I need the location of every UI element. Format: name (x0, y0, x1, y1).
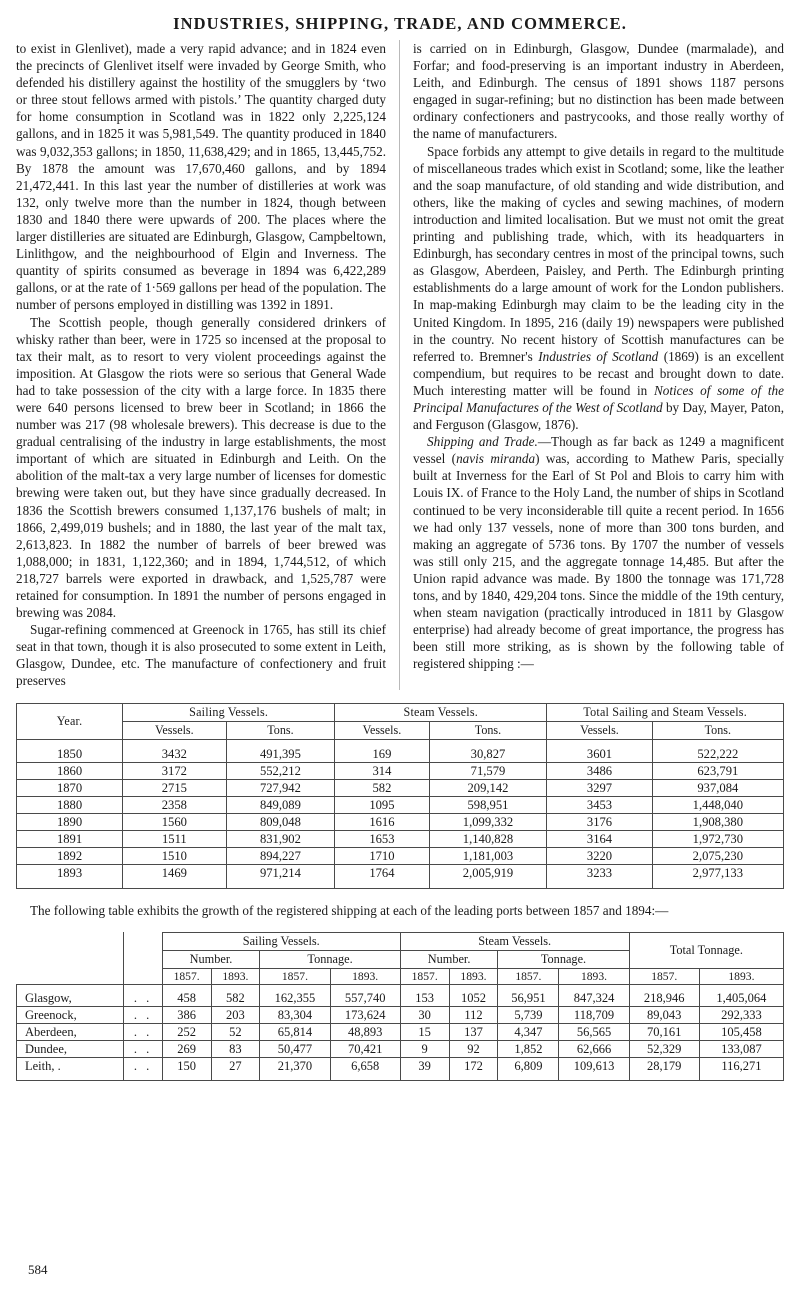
col-header-total-sailing-steam: Total Sailing and Steam Vessels. (547, 703, 784, 721)
cell-steam-vessels: 169 (335, 739, 429, 763)
cell-sailing-vessels: 2715 (123, 780, 227, 797)
table-row (17, 1024, 784, 1041)
col-header-steam-vessels-count: Vessels. (335, 721, 429, 739)
cell-sailing-vessels: 1560 (123, 814, 227, 831)
cell-sailing-tons: 894,227 (226, 848, 335, 865)
cell-steam-tons: 71,579 (429, 763, 547, 780)
cell-steam-tons: 30,827 (429, 739, 547, 763)
registered-shipping-table (16, 703, 784, 889)
latin-phrase: navis miranda (456, 451, 536, 467)
cell-steam-tonnage-1893: 118,709 (559, 1007, 629, 1024)
paragraph: is carried on in Edinburgh, Glasgow, Dundee (marmalade), and Forfar; and food-preserving is an important industry in Aberdeen, Leith, and Edinburgh. The census of 1891 shows 1187 persons engaged in sugar-refining; but no distinction has been made between ordinary confectioners and pastrycooks, and those really worthy of the name of manufacturers. (413, 41, 784, 142)
cell-port-name: Leith, . (17, 1058, 124, 1081)
col-header-total-vessels-count: Vessels. (547, 721, 652, 739)
cell-total-tons: 937,084 (652, 780, 783, 797)
cell-steam-number-1893: 1052 (449, 984, 498, 1007)
cell-steam-tonnage-1893: 56,565 (559, 1024, 629, 1041)
cell-year: 1891 (17, 831, 123, 848)
cell-total-tons: 1,972,730 (652, 831, 783, 848)
cell-sailing-number-1857: 458 (162, 984, 211, 1007)
ports-table-wrap (0, 932, 800, 1081)
cell-total-vessels: 3601 (547, 739, 652, 763)
table-row (17, 831, 784, 848)
cell-total-tonnage-1857: 218,946 (629, 984, 699, 1007)
col-header-dots-blank (124, 932, 162, 984)
page-title: INDUSTRIES, SHIPPING, TRADE, AND COMMERCE. (173, 14, 627, 33)
cell-sailing-vessels: 1511 (123, 831, 227, 848)
cell-sailing-tonnage-1893: 173,624 (330, 1007, 400, 1024)
paragraph: to exist in Glenlivet), made a very rapid advance; and in 1824 even the precincts of Glenlivet itself were invaded by George Smith, who defended his distillery against the hostility of the smugglers by ‘two or three stout fellows armed with pistols.’ The quantity charged duty for home consumption in Scotland was in 1822 only 2,225,124 gallons, and in 1825 it was 5,981,549. The quantity produced in 1840 was 9,032,353 gallons; in 1850, 11,638,429; and in 1865, 13,445,752. By 1878 the amount was 17,670,460 gallons, and by 1894 21,472,441. In this last year the number of distilleries at work was 132, only twelve more than the number in 1824, though between 1830 and 1840 there were upwards of 200. The places where the larger distilleries are situated are Edinburgh, Glasgow, Campbeltown, Linlithgow, and the neighbourhood of Elgin and Inverness. The quantity of spirits consumed as beverage in 1894 was 6,422,289 gallons, or at the rate of 1·569 gallons per head of the population. The number of persons employed in distilling was 1392 in 1891. (16, 41, 386, 313)
cell-leader-dots: . . (124, 1007, 162, 1024)
cell-steam-vessels: 314 (335, 763, 429, 780)
cell-steam-tonnage-1857: 56,951 (498, 984, 559, 1007)
cell-total-tonnage-1857: 89,043 (629, 1007, 699, 1024)
col-header-steam-number-1857: 1857. (400, 968, 449, 984)
table-row (17, 984, 784, 1007)
section-run-in-heading: Shipping and Trade. (427, 434, 538, 450)
paragraph: Sugar-refining commenced at Greenock in 1765, has still its chief seat in that town, though it is also prosecuted to some extent in Leith, Glasgow, Dundee, etc. The manufacture of confectionery and fruit preserves (16, 622, 386, 689)
cell-steam-tons: 598,951 (429, 797, 547, 814)
table-row (17, 763, 784, 780)
cell-port-name: Greenock, (17, 1007, 124, 1024)
table-row (17, 780, 784, 797)
citation-title-2: Notices of some of the Principal Manufactures of the West of Scotland (413, 382, 784, 415)
col-header-sailing-number: Number. (162, 950, 260, 968)
text-columns (0, 40, 800, 690)
cell-steam-number-1857: 9 (400, 1041, 449, 1058)
cell-leader-dots: . . (124, 1024, 162, 1041)
cell-year: 1880 (17, 797, 123, 814)
cell-sailing-tons: 727,942 (226, 780, 335, 797)
cell-steam-vessels: 1095 (335, 797, 429, 814)
col-header-sailing-tonnage-1857: 1857. (260, 968, 330, 984)
table-body (17, 984, 784, 1080)
paragraph-text: Space forbids any attempt to give details in regard to the multitude of miscellaneous trades which exist in Scotland; some, like the leather and the soap manufacture, of old standing and wide distribution, and others, like the making of cycles and sewing machines, of modern introduction and limited localisation. But we must not omit the great printing and publishing trade, which, with its headquarters in Edinburgh, has secondary centres in most of the principal towns, such as Glasgow, Aberdeen, Paisley, and Perth. The Edinburgh printing establishments do a large amount of work for the London publishers. In map-making Edinburgh may claim to be the leading city in the United Kingdom. In 1895, 216 (daily 19) newspapers were published in the country. No recent history of Scottish manufactures can be referred to. Bremner's (413, 143, 784, 364)
page-number: 584 (28, 1262, 48, 1277)
cell-total-vessels: 3486 (547, 763, 652, 780)
cell-sailing-number-1893: 52 (211, 1024, 260, 1041)
cell-sailing-vessels: 2358 (123, 797, 227, 814)
col-header-steam-number-1893: 1893. (449, 968, 498, 984)
cell-steam-vessels: 1764 (335, 865, 429, 889)
cell-steam-number-1857: 39 (400, 1058, 449, 1081)
col-header-steam-vessels: Steam Vessels. (400, 932, 629, 950)
col-header-total-tonnage-1857: 1857. (629, 968, 699, 984)
paragraph-text-cont-1: (1869) is an excellent compendium, but requires to be recast and brought down to date. Much interesting matter will be found in (413, 348, 784, 398)
table-header-row-groups (17, 932, 784, 950)
cell-steam-number-1893: 92 (449, 1041, 498, 1058)
cell-steam-number-1893: 112 (449, 1007, 498, 1024)
cell-total-tonnage-1857: 70,161 (629, 1024, 699, 1041)
cell-sailing-tons: 491,395 (226, 739, 335, 763)
cell-sailing-tons: 849,089 (226, 797, 335, 814)
cell-steam-tonnage-1857: 6,809 (498, 1058, 559, 1081)
cell-sailing-tonnage-1857: 65,814 (260, 1024, 330, 1041)
table-header-row-sub (17, 721, 784, 739)
cell-total-tonnage-1893: 1,405,064 (699, 984, 783, 1007)
col-header-sailing-vessels-count: Vessels. (123, 721, 227, 739)
cell-steam-vessels: 1616 (335, 814, 429, 831)
col-header-steam-vessels: Steam Vessels. (335, 703, 547, 721)
mid-note (0, 902, 800, 919)
cell-year: 1893 (17, 865, 123, 889)
cell-total-tons: 1,448,040 (652, 797, 783, 814)
col-header-steam-tonnage-1857: 1857. (498, 968, 559, 984)
cell-total-vessels: 3453 (547, 797, 652, 814)
cell-leader-dots: . . (124, 1041, 162, 1058)
col-header-steam-tonnage-1893: 1893. (559, 968, 629, 984)
col-header-sailing-tons: Tons. (226, 721, 335, 739)
table-row (17, 1007, 784, 1024)
cell-sailing-vessels: 1469 (123, 865, 227, 889)
cell-sailing-number-1857: 269 (162, 1041, 211, 1058)
cell-steam-vessels: 1710 (335, 848, 429, 865)
citation-title-1: Industries of Scotland (538, 348, 659, 364)
table-row (17, 848, 784, 865)
cell-sailing-tonnage-1857: 162,355 (260, 984, 330, 1007)
col-header-steam-tons: Tons. (429, 721, 547, 739)
cell-total-tonnage-1893: 133,087 (699, 1041, 783, 1058)
table-head (17, 932, 784, 984)
cell-total-tonnage-1857: 52,329 (629, 1041, 699, 1058)
cell-sailing-tons: 971,214 (226, 865, 335, 889)
cell-steam-tonnage-1893: 109,613 (559, 1058, 629, 1081)
cell-year: 1860 (17, 763, 123, 780)
cell-sailing-tonnage-1893: 48,893 (330, 1024, 400, 1041)
cell-total-tons: 2,977,133 (652, 865, 783, 889)
cell-total-tonnage-1893: 292,333 (699, 1007, 783, 1024)
cell-sailing-vessels: 3432 (123, 739, 227, 763)
col-header-sailing-number-1857: 1857. (162, 968, 211, 984)
paragraph: The Scottish people, though generally considered drinkers of whisky rather than beer, were in 1725 so incensed at the proposal to tax their malt, as to resort to very violent proceedings against the imposition. At Glasgow the riots were so serious that General Wade had to take possession of the city with a large force. In 1835 there were 640 persons licensed to brew beer in Scotland; in 1866 the number was 217 (98 wholesale brewers). This decrease is due to the gradual centralising of the industry in large establishments, the most important of which are situated in Edinburgh and Leith. On the abolition of the malt-tax a very large number of licenses for domestic brewing were taken out, but they have since gradually decreased. In 1836 the Scottish brewers consumed 1,137,176 bushels of malt; in 1866, 2,499,019 bushels; and in 1880, the last year of the malt tax, 2,613,823. In 1882 the number of barrels of beer brewed was 1,088,000; in 1831, 1,122,360; and in 1894, 1,744,512, of which 218,727 barrels were exported in drawback, and 1,525,787 were retained for consumption. In 1891 the number of persons engaged in brewing was 2084. (16, 314, 386, 621)
cell-steam-number-1857: 153 (400, 984, 449, 1007)
cell-total-vessels: 3233 (547, 865, 652, 889)
cell-sailing-tons: 809,048 (226, 814, 335, 831)
cell-steam-tons: 1,140,828 (429, 831, 547, 848)
cell-total-tonnage-1893: 116,271 (699, 1058, 783, 1081)
cell-leader-dots: . . (124, 984, 162, 1007)
cell-total-vessels: 3164 (547, 831, 652, 848)
cell-sailing-tonnage-1857: 21,370 (260, 1058, 330, 1081)
cell-steam-tons: 1,181,003 (429, 848, 547, 865)
cell-steam-tonnage-1893: 847,324 (559, 984, 629, 1007)
table-row (17, 814, 784, 831)
cell-steam-tonnage-1857: 5,739 (498, 1007, 559, 1024)
cell-year: 1870 (17, 780, 123, 797)
cell-sailing-number-1857: 150 (162, 1058, 211, 1081)
col-header-total-tonnage-1893: 1893. (699, 968, 783, 984)
table-row (17, 739, 784, 763)
cell-sailing-tonnage-1857: 50,477 (260, 1041, 330, 1058)
paragraph-text-a: —Though as far back as 1249 a magnificent vessel ( (413, 434, 784, 467)
cell-port-name: Aberdeen, (17, 1024, 124, 1041)
cell-total-tons: 522,222 (652, 739, 783, 763)
col-header-total-tons: Tons. (652, 721, 783, 739)
col-header-sailing-vessels: Sailing Vessels. (123, 703, 335, 721)
paragraph-text-b: ) was, according to Mathew Paris, specially built at Inverness for the Earl of St Pol and Blois to carry him with Louis IX. of France to the Holy Land, the number of ships in Scotland continued to be very inconsiderable till quite a recent period. In 1656 we had only 137 vessels, none of more than 300 tons burden, and making an aggregate of 5736 tons. By 1707 the number of vessels was still only 215, and the aggregate tonnage 14,485. But after the Union rapid advance was made. By 1800 the tonnage was 171,728 tons, and by 1840, 429,204 tons. Since the middle of the 19th century, when steam navigation (practically introduced in 1811 by Glasgow enterprise) had already become of great importance, the progress has been still more striking, as is shown by the following table of registered shipping :— (413, 451, 785, 672)
cell-port-name: Glasgow, (17, 984, 124, 1007)
col-header-sailing-vessels: Sailing Vessels. (162, 932, 400, 950)
col-header-year: Year. (17, 703, 123, 739)
left-column (16, 40, 400, 690)
cell-steam-tons: 209,142 (429, 780, 547, 797)
cell-steam-tons: 1,099,332 (429, 814, 547, 831)
col-header-total-tonnage: Total Tonnage. (629, 932, 783, 968)
cell-steam-number-1893: 137 (449, 1024, 498, 1041)
cell-steam-tonnage-1893: 62,666 (559, 1041, 629, 1058)
cell-total-tonnage-1893: 105,458 (699, 1024, 783, 1041)
cell-year: 1890 (17, 814, 123, 831)
cell-sailing-tonnage-1893: 557,740 (330, 984, 400, 1007)
cell-leader-dots: . . (124, 1058, 162, 1081)
cell-steam-vessels: 1653 (335, 831, 429, 848)
registered-shipping-table-wrap (0, 703, 800, 889)
cell-total-tons: 623,791 (652, 763, 783, 780)
cell-sailing-vessels: 3172 (123, 763, 227, 780)
ports-shipping-table (16, 932, 784, 1081)
cell-steam-vessels: 582 (335, 780, 429, 797)
cell-total-vessels: 3176 (547, 814, 652, 831)
cell-sailing-number-1893: 27 (211, 1058, 260, 1081)
shipping-and-trade-paragraph (413, 433, 784, 672)
cell-sailing-tonnage-1893: 6,658 (330, 1058, 400, 1081)
col-header-sailing-number-1893: 1893. (211, 968, 260, 984)
paragraph-text-cont-2: by Day, Mayer, Paton, and Ferguson (Glasgow, 1876). (413, 399, 784, 433)
cell-total-tons: 1,908,380 (652, 814, 783, 831)
cell-port-name: Dundee, (17, 1041, 124, 1058)
cell-sailing-vessels: 1510 (123, 848, 227, 865)
table-row (17, 1041, 784, 1058)
cell-sailing-number-1893: 203 (211, 1007, 260, 1024)
paragraph-with-citations (413, 143, 784, 434)
table-head (17, 703, 784, 739)
cell-total-tonnage-1857: 28,179 (629, 1058, 699, 1081)
table-row (17, 865, 784, 889)
cell-sailing-tonnage-1857: 83,304 (260, 1007, 330, 1024)
cell-steam-number-1893: 172 (449, 1058, 498, 1081)
cell-sailing-tons: 831,902 (226, 831, 335, 848)
mid-note-text: The following table exhibits the growth of the registered shipping at each of the leading ports between 1857 and 1894:— (30, 902, 669, 918)
col-header-sailing-tonnage: Tonnage. (260, 950, 400, 968)
col-header-sailing-tonnage-1893: 1893. (330, 968, 400, 984)
col-header-steam-number: Number. (400, 950, 498, 968)
cell-steam-tons: 2,005,919 (429, 865, 547, 889)
table-row (17, 797, 784, 814)
cell-steam-tonnage-1857: 1,852 (498, 1041, 559, 1058)
cell-total-vessels: 3297 (547, 780, 652, 797)
table-body (17, 739, 784, 888)
cell-sailing-number-1857: 386 (162, 1007, 211, 1024)
col-header-port-blank (17, 932, 124, 984)
table-row (17, 1058, 784, 1081)
cell-total-vessels: 3220 (547, 848, 652, 865)
cell-sailing-number-1857: 252 (162, 1024, 211, 1041)
cell-sailing-tons: 552,212 (226, 763, 335, 780)
cell-year: 1850 (17, 739, 123, 763)
cell-steam-tonnage-1857: 4,347 (498, 1024, 559, 1041)
cell-sailing-number-1893: 582 (211, 984, 260, 1007)
right-column (400, 40, 784, 690)
cell-total-tons: 2,075,230 (652, 848, 783, 865)
cell-sailing-number-1893: 83 (211, 1041, 260, 1058)
col-header-steam-tonnage: Tonnage. (498, 950, 629, 968)
cell-steam-number-1857: 30 (400, 1007, 449, 1024)
cell-steam-number-1857: 15 (400, 1024, 449, 1041)
cell-sailing-tonnage-1893: 70,421 (330, 1041, 400, 1058)
cell-year: 1892 (17, 848, 123, 865)
table-header-row-groups (17, 703, 784, 721)
